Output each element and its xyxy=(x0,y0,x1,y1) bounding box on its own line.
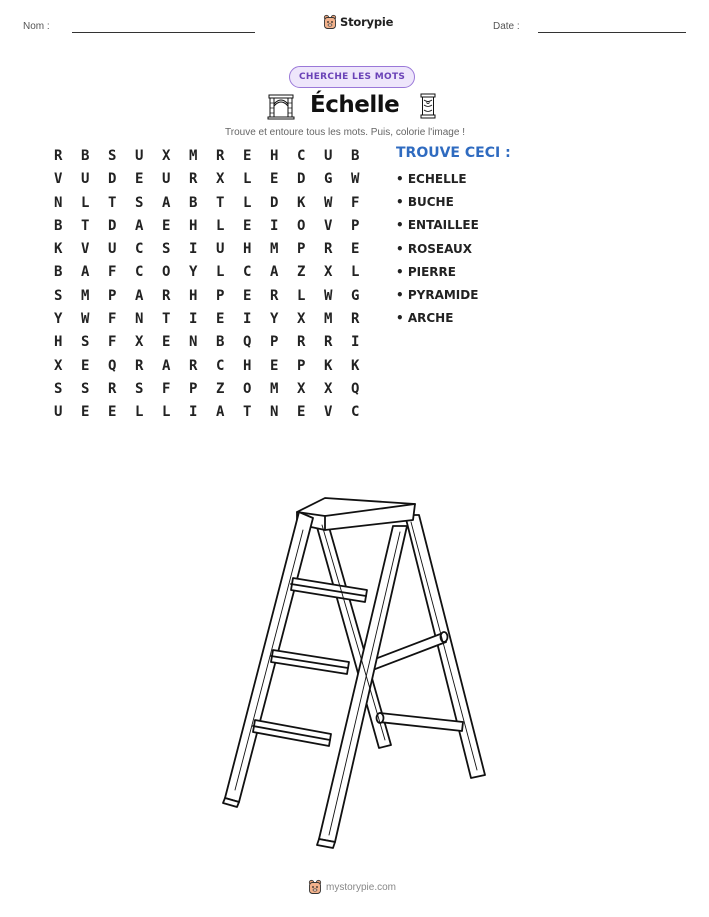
grid-cell[interactable]: E xyxy=(216,311,225,328)
grid-cell[interactable]: X xyxy=(54,357,63,374)
grid-cell[interactable]: L xyxy=(243,171,252,188)
grid-cell[interactable]: T xyxy=(81,217,90,234)
grid-cell[interactable]: M xyxy=(324,311,333,328)
grid-cell[interactable]: T xyxy=(216,194,225,211)
grid-cell[interactable]: S xyxy=(81,334,90,351)
grid-cell[interactable]: C xyxy=(135,241,144,258)
grid-cell[interactable]: C xyxy=(135,264,144,281)
grid-cell[interactable]: H xyxy=(189,217,198,234)
date-line[interactable] xyxy=(538,32,686,33)
grid-cell[interactable]: T xyxy=(243,404,252,421)
grid-cell[interactable]: K xyxy=(54,241,63,258)
grid-cell[interactable]: F xyxy=(162,380,171,397)
grid-cell[interactable]: P xyxy=(270,334,279,351)
grid-cell[interactable]: U xyxy=(162,171,171,188)
grid-cell[interactable]: Y xyxy=(189,264,198,281)
grid-cell[interactable]: A xyxy=(81,264,90,281)
grid-cell[interactable]: U xyxy=(54,404,63,421)
grid-cell[interactable]: R xyxy=(216,148,225,164)
grid-cell[interactable]: X xyxy=(324,264,333,281)
brand-name: Storypie xyxy=(340,15,394,29)
grid-cell[interactable]: O xyxy=(243,380,252,397)
badge-cherche-les-mots: CHERCHE LES MOTS xyxy=(289,66,415,88)
grid-cell[interactable]: L xyxy=(81,194,90,211)
grid-cell[interactable]: V xyxy=(324,404,333,421)
grid-cell[interactable]: E xyxy=(81,357,90,374)
grid-cell[interactable]: U xyxy=(81,171,90,188)
grid-cell[interactable]: P xyxy=(351,217,360,234)
grid-cell[interactable]: K xyxy=(324,357,333,374)
grid-cell[interactable]: S xyxy=(108,148,117,164)
grid-cell[interactable]: C xyxy=(243,264,252,281)
grid-cell[interactable]: F xyxy=(108,264,117,281)
grid-cell[interactable]: H xyxy=(189,287,198,304)
grid-cell[interactable]: A xyxy=(162,194,171,211)
word-list-item: • BUCHE xyxy=(396,195,454,210)
name-line[interactable] xyxy=(72,32,255,33)
grid-cell[interactable]: H xyxy=(243,357,252,374)
grid-cell[interactable]: F xyxy=(108,311,117,328)
grid-cell[interactable]: L xyxy=(216,264,225,281)
name-label: Nom : xyxy=(23,21,50,32)
grid-cell[interactable]: A xyxy=(216,404,225,421)
grid-cell[interactable]: R xyxy=(54,148,63,164)
grid-cell[interactable]: R xyxy=(270,287,279,304)
grid-cell[interactable]: E xyxy=(162,334,171,351)
grid-cell[interactable]: R xyxy=(189,171,198,188)
grid-cell[interactable]: C xyxy=(351,404,360,421)
grid-cell[interactable]: A xyxy=(135,287,144,304)
grid-cell[interactable]: D xyxy=(108,217,117,234)
grid-cell[interactable]: R xyxy=(324,241,333,258)
grid-cell[interactable]: E xyxy=(297,404,306,421)
grid-cell[interactable]: O xyxy=(297,217,306,234)
grid-cell[interactable]: L xyxy=(162,404,171,421)
grid-cell[interactable]: H xyxy=(243,241,252,258)
back-lower-rod xyxy=(379,713,463,731)
grid-cell[interactable]: M xyxy=(270,241,279,258)
grid-cell[interactable]: T xyxy=(162,311,171,328)
grid-cell[interactable]: U xyxy=(108,241,117,258)
grid-cell[interactable]: S xyxy=(135,194,144,211)
grid-cell[interactable]: D xyxy=(297,171,306,188)
instructions-text: Trouve et entoure tous les mots. Puis, colorie l'image ! xyxy=(225,127,465,138)
grid-cell[interactable]: E xyxy=(243,217,252,234)
grid-cell[interactable]: S xyxy=(135,380,144,397)
grid-cell[interactable]: X xyxy=(297,311,306,328)
word-list-item: • ARCHE xyxy=(396,311,454,326)
word-list-title: TROUVE CECI : xyxy=(396,145,511,161)
grid-cell[interactable]: A xyxy=(135,217,144,234)
word-list-item: • ROSEAUX xyxy=(396,241,473,256)
storypie-mascot-icon xyxy=(308,879,322,895)
grid-cell[interactable]: S xyxy=(54,380,63,397)
grid-cell[interactable]: Y xyxy=(270,311,279,328)
word-list-item: • PYRAMIDE xyxy=(396,287,479,302)
word-list-item: • ENTAILLEE xyxy=(396,218,479,233)
grid-cell[interactable]: M xyxy=(81,287,90,304)
grid-cell[interactable]: F xyxy=(351,194,360,211)
grid-cell[interactable]: N xyxy=(270,404,279,421)
grid-cell[interactable]: Z xyxy=(216,380,225,397)
grid-cell[interactable]: C xyxy=(297,148,306,164)
grid-cell[interactable]: U xyxy=(324,148,333,164)
letter-grid xyxy=(52,145,376,425)
grid-cell[interactable]: E xyxy=(162,217,171,234)
grid-cell[interactable]: W xyxy=(324,287,333,304)
grid-cell[interactable]: G xyxy=(351,287,360,304)
grid-cell[interactable]: B xyxy=(54,264,63,281)
grid-cell[interactable]: E xyxy=(270,357,279,374)
grid-cell[interactable]: B xyxy=(81,148,90,164)
grid-cell[interactable]: I xyxy=(189,311,198,328)
grid-cell[interactable]: I xyxy=(243,311,252,328)
grid-cell[interactable]: A xyxy=(162,357,171,374)
grid-cell[interactable]: Q xyxy=(351,380,360,397)
carved-column-icon xyxy=(419,92,437,120)
grid-cell[interactable]: E xyxy=(135,171,144,188)
footer xyxy=(308,879,396,895)
word-list-item: • ECHELLE xyxy=(396,172,467,186)
grid-cell[interactable]: F xyxy=(108,334,117,351)
arch-icon xyxy=(267,92,295,120)
grid-cell[interactable]: K xyxy=(297,194,306,211)
grid-cell[interactable]: R xyxy=(189,357,198,374)
grid-cell[interactable]: R xyxy=(324,334,333,351)
grid-cell[interactable]: W xyxy=(351,171,360,188)
grid-cell[interactable]: P xyxy=(297,241,306,258)
grid-cell[interactable]: K xyxy=(351,357,360,374)
grid-cell[interactable]: O xyxy=(162,264,171,281)
grid-cell[interactable]: L xyxy=(243,194,252,211)
grid-cell[interactable]: D xyxy=(108,171,117,188)
grid-cell[interactable]: P xyxy=(189,380,198,397)
ladder-illustration xyxy=(215,490,495,850)
grid-cell[interactable]: E xyxy=(81,404,90,421)
grid-cell[interactable]: M xyxy=(189,148,198,164)
grid-cell[interactable]: G xyxy=(324,171,333,188)
page-title: Échelle xyxy=(310,92,400,118)
grid-cell[interactable]: A xyxy=(270,264,279,281)
grid-cell[interactable]: R xyxy=(108,380,117,397)
grid-cell[interactable]: R xyxy=(135,357,144,374)
grid-cell[interactable]: E xyxy=(243,287,252,304)
grid-cell[interactable]: D xyxy=(270,194,279,211)
grid-cell[interactable]: E xyxy=(270,171,279,188)
date-label: Date : xyxy=(493,21,520,32)
grid-cell[interactable]: V xyxy=(324,217,333,234)
grid-cell[interactable]: E xyxy=(351,241,360,258)
grid-cell[interactable]: Z xyxy=(297,264,306,281)
grid-cell[interactable]: P xyxy=(108,287,117,304)
grid-cell[interactable]: E xyxy=(108,404,117,421)
grid-cell[interactable]: X xyxy=(162,148,171,164)
grid-cell[interactable]: I xyxy=(270,217,279,234)
storypie-mascot-icon xyxy=(323,14,337,30)
grid-cell[interactable]: R xyxy=(351,311,360,328)
grid-cell[interactable]: N xyxy=(54,194,63,211)
grid-cell[interactable]: X xyxy=(135,334,144,351)
grid-cell[interactable]: R xyxy=(162,287,171,304)
grid-cell[interactable]: T xyxy=(108,194,117,211)
grid-cell[interactable]: L xyxy=(216,217,225,234)
word-list-item: • PIERRE xyxy=(396,264,456,279)
grid-cell[interactable]: Y xyxy=(54,311,63,328)
grid-cell[interactable]: S xyxy=(162,241,171,258)
grid-cell[interactable]: I xyxy=(189,241,198,258)
grid-cell[interactable]: P xyxy=(297,357,306,374)
grid-cell[interactable]: X xyxy=(324,380,333,397)
grid-cell[interactable]: L xyxy=(297,287,306,304)
grid-cell[interactable]: Q xyxy=(108,357,117,374)
grid-cell[interactable]: L xyxy=(135,404,144,421)
grid-cell[interactable]: W xyxy=(81,311,90,328)
grid-cell[interactable]: H xyxy=(270,148,279,164)
footer-site[interactable]: mystorypie.com xyxy=(326,881,397,893)
grid-cell[interactable]: H xyxy=(54,334,63,351)
grid-cell[interactable]: V xyxy=(54,171,63,188)
word-list xyxy=(396,168,479,330)
grid-cell[interactable]: U xyxy=(216,241,225,258)
grid-cell[interactable]: L xyxy=(351,264,360,281)
grid-cell[interactable]: N xyxy=(135,311,144,328)
grid-cell[interactable]: I xyxy=(351,334,360,351)
grid-cell[interactable]: V xyxy=(81,241,90,258)
grid-cell[interactable]: B xyxy=(351,148,360,164)
grid-cell[interactable]: C xyxy=(216,357,225,374)
grid-cell[interactable]: B xyxy=(216,334,225,351)
grid-cell[interactable]: S xyxy=(81,380,90,397)
grid-cell[interactable]: U xyxy=(135,148,144,164)
grid-cell[interactable]: B xyxy=(54,217,63,234)
grid-cell[interactable]: S xyxy=(54,287,63,304)
grid-cell[interactable]: W xyxy=(324,194,333,211)
grid-cell[interactable]: E xyxy=(243,148,252,164)
grid-cell[interactable]: X xyxy=(216,171,225,188)
grid-cell[interactable]: X xyxy=(297,380,306,397)
grid-cell[interactable]: B xyxy=(189,194,198,211)
grid-cell[interactable]: N xyxy=(189,334,198,351)
grid-cell[interactable]: I xyxy=(189,404,198,421)
grid-cell[interactable]: R xyxy=(297,334,306,351)
brand-logo xyxy=(323,14,393,30)
grid-cell[interactable]: P xyxy=(216,287,225,304)
grid-cell[interactable]: M xyxy=(270,380,279,397)
grid-cell[interactable]: Q xyxy=(243,334,252,351)
